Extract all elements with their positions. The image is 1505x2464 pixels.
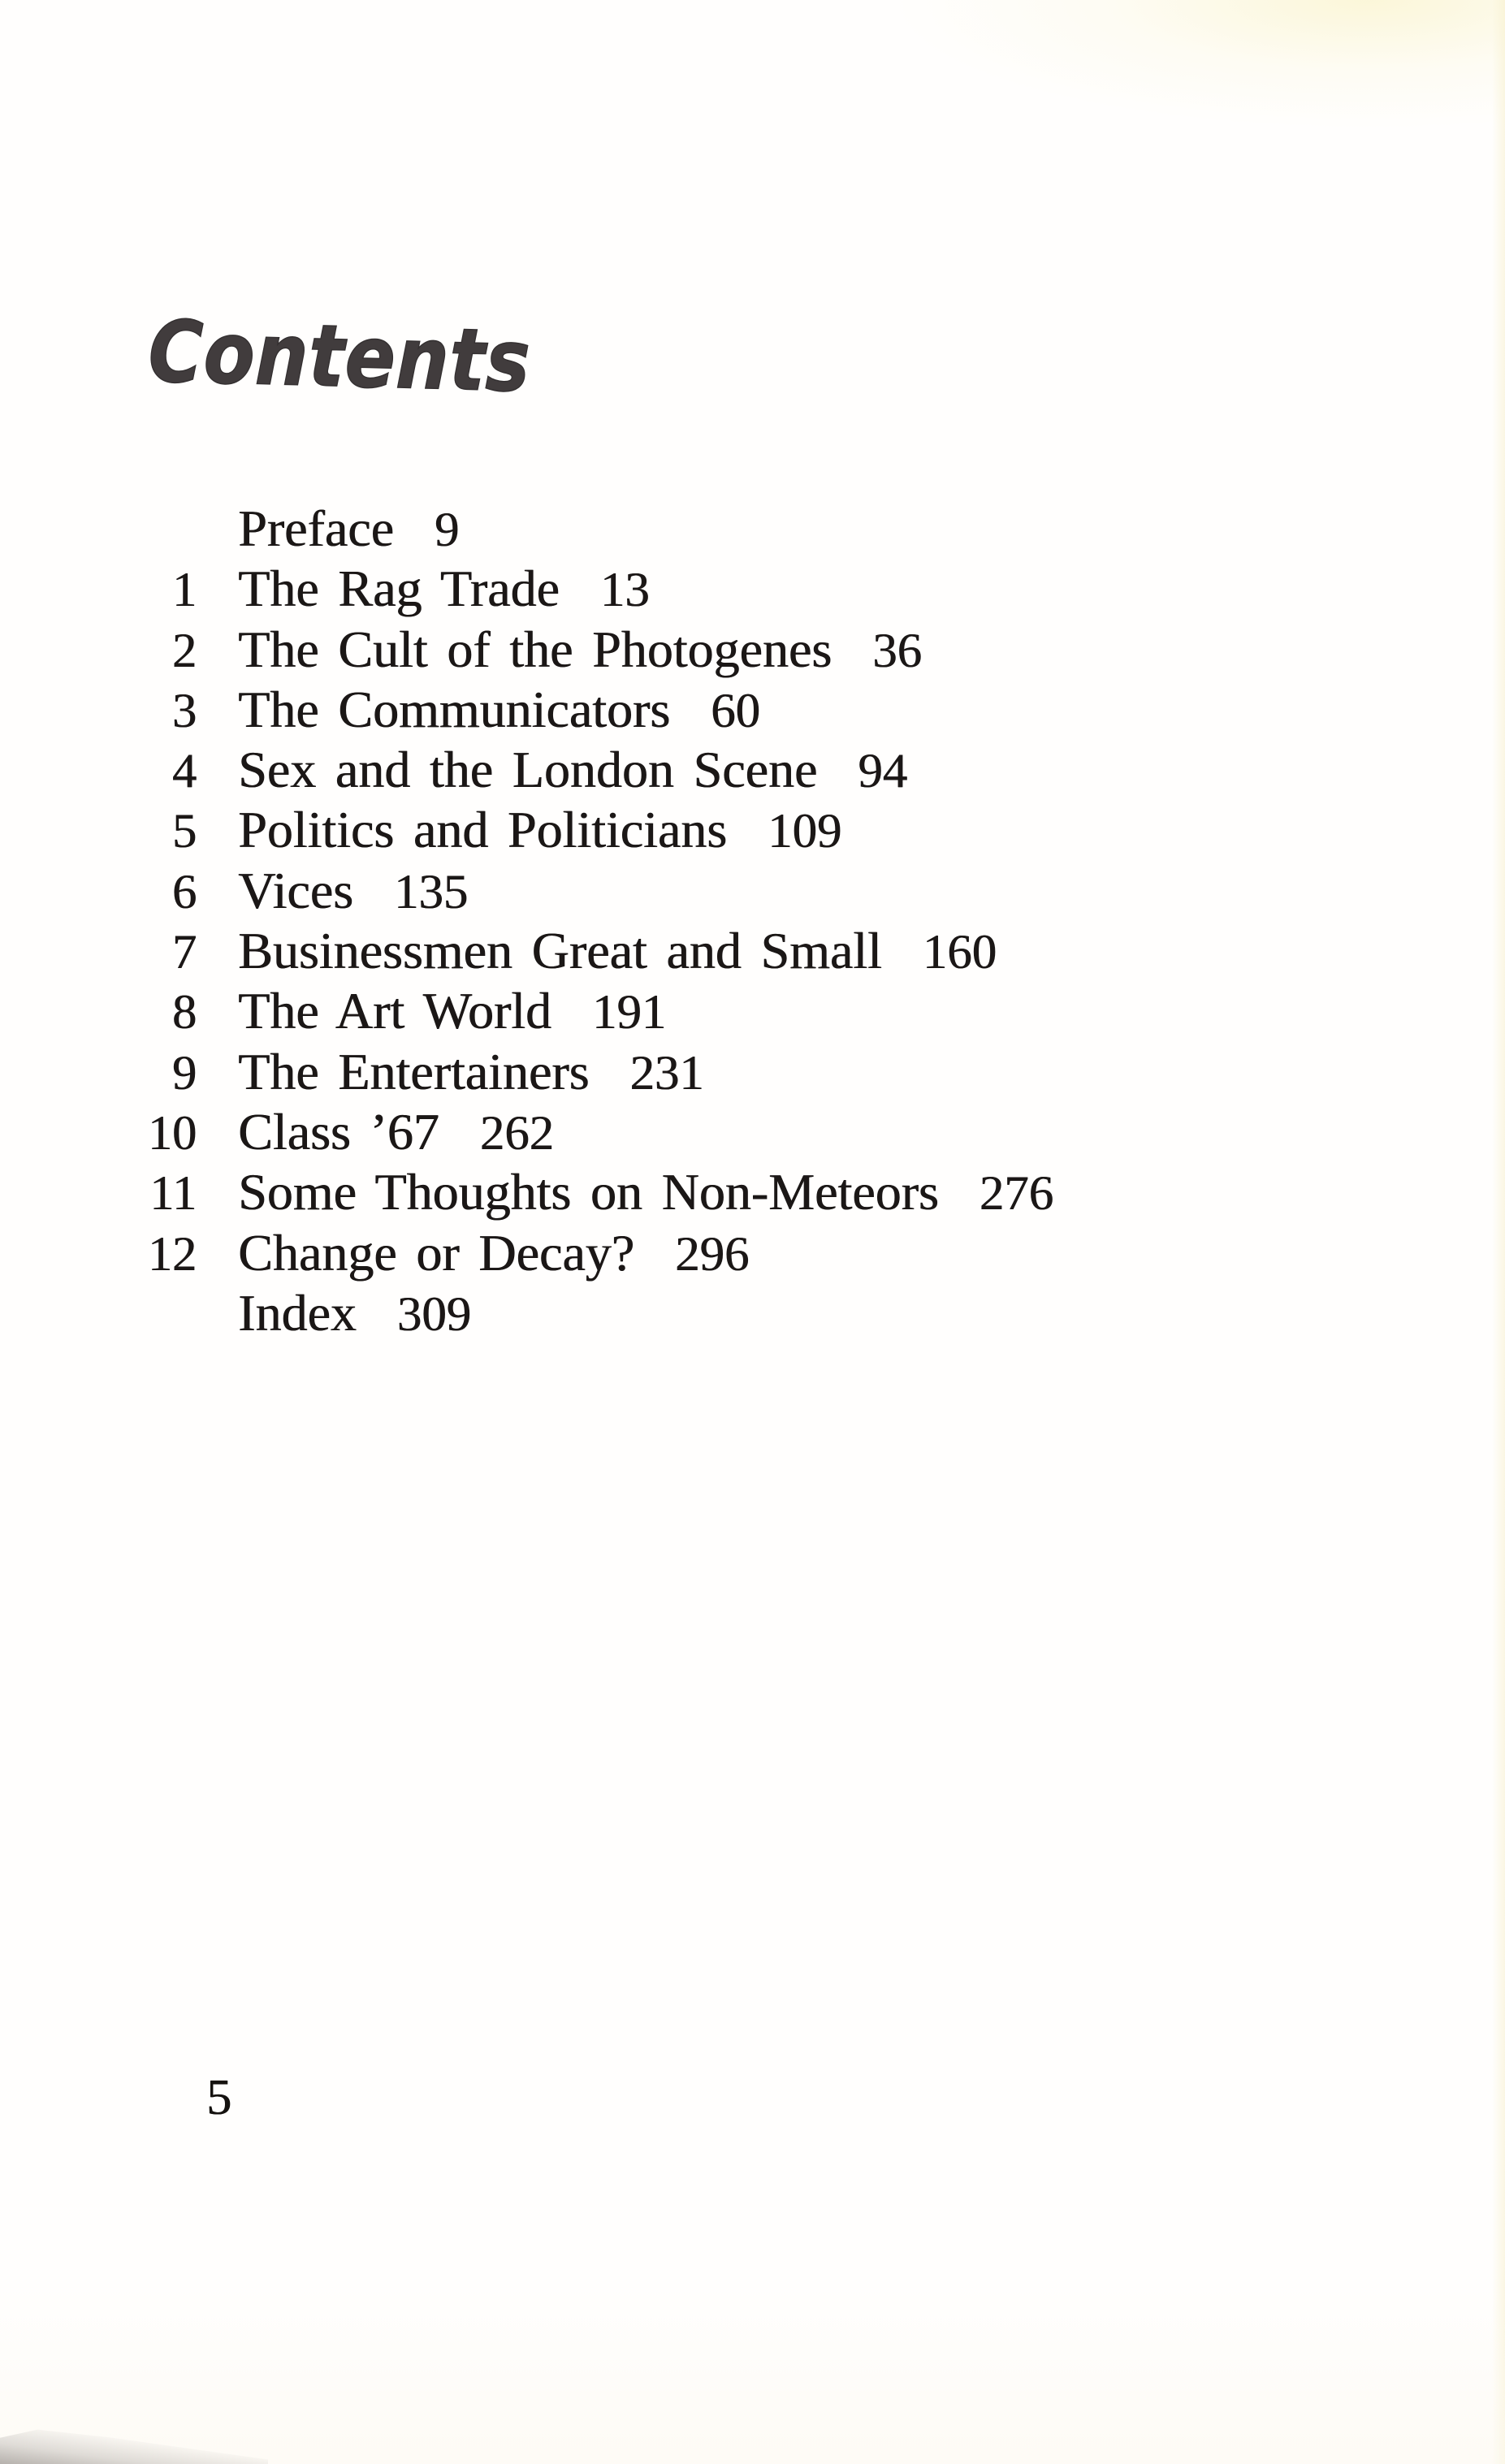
toc-row-7: [122, 921, 1340, 981]
chapter-title: Index: [238, 1283, 357, 1342]
toc-row-5: [122, 800, 1340, 860]
toc-row-4: [122, 740, 1340, 800]
chapter-number: 6: [171, 864, 197, 919]
chapter-title: The Art World: [238, 982, 551, 1040]
chapter-page-number: 309: [396, 1286, 471, 1342]
toc-row-3: [122, 680, 1340, 740]
chapter-title: Some Thoughts on Non-Meteors: [238, 1163, 939, 1221]
chapter-number: 4: [171, 744, 197, 799]
chapter-page-number: 36: [872, 623, 922, 678]
page-curl-shadow: [0, 2427, 268, 2464]
paper-tint-right-edge: [1492, 0, 1505, 2464]
chapter-title: Sex and the London Scene: [238, 741, 818, 799]
chapter-page-number: 135: [393, 864, 469, 919]
chapter-number: 10: [147, 1105, 197, 1161]
chapter-page-number: 60: [711, 683, 760, 738]
chapter-page-number: 231: [629, 1045, 704, 1100]
table-of-contents: [122, 499, 1340, 1343]
chapter-page-number: 94: [858, 744, 908, 799]
chapter-number: 1: [171, 563, 197, 618]
toc-row-10: [122, 1102, 1340, 1162]
chapter-title: The Entertainers: [238, 1042, 590, 1100]
toc-row-1: [122, 559, 1340, 619]
chapter-title: Preface: [238, 499, 394, 557]
chapter-title: Change or Decay?: [238, 1223, 635, 1282]
paper-tint-top-right: [888, 0, 1505, 130]
chapter-title: The Rag Trade: [238, 560, 560, 618]
chapter-page-number: 262: [479, 1105, 554, 1161]
toc-row-preface: [122, 499, 1340, 559]
chapter-number: 8: [171, 985, 197, 1040]
chapter-number: 11: [149, 1166, 197, 1221]
paper-tint-bottom: [0, 2285, 1505, 2464]
chapter-page-number: 13: [599, 563, 650, 618]
toc-row-index: [122, 1283, 1340, 1343]
chapter-number: 12: [147, 1226, 197, 1282]
chapter-title: The Communicators: [238, 680, 671, 738]
page-title: Contents: [147, 302, 532, 412]
folio-page-number: 5: [206, 2070, 231, 2125]
toc-row-9: [122, 1042, 1340, 1102]
chapter-number: 7: [171, 925, 197, 980]
chapter-number: 2: [171, 623, 197, 678]
chapter-number: 3: [171, 683, 197, 738]
chapter-title: Politics and Politicians: [238, 801, 728, 859]
chapter-title: Vices: [238, 861, 353, 919]
toc-row-12: [122, 1223, 1340, 1283]
chapter-number: 9: [171, 1045, 197, 1100]
chapter-page-number: 276: [979, 1166, 1053, 1221]
chapter-title: Businessmen Great and Small: [238, 922, 882, 980]
chapter-page-number: 296: [675, 1226, 750, 1282]
chapter-page-number: 160: [922, 925, 997, 980]
toc-row-8: [122, 981, 1340, 1041]
toc-row-6: [122, 861, 1340, 921]
chapter-page-number: 9: [434, 503, 460, 557]
chapter-title: Class ’67: [238, 1102, 439, 1161]
toc-row-2: [122, 620, 1340, 680]
chapter-page-number: 109: [768, 804, 842, 859]
toc-row-11: [122, 1162, 1340, 1222]
chapter-number: 5: [171, 804, 197, 859]
chapter-title: The Cult of the Photogenes: [238, 620, 833, 678]
chapter-page-number: 191: [591, 985, 667, 1040]
